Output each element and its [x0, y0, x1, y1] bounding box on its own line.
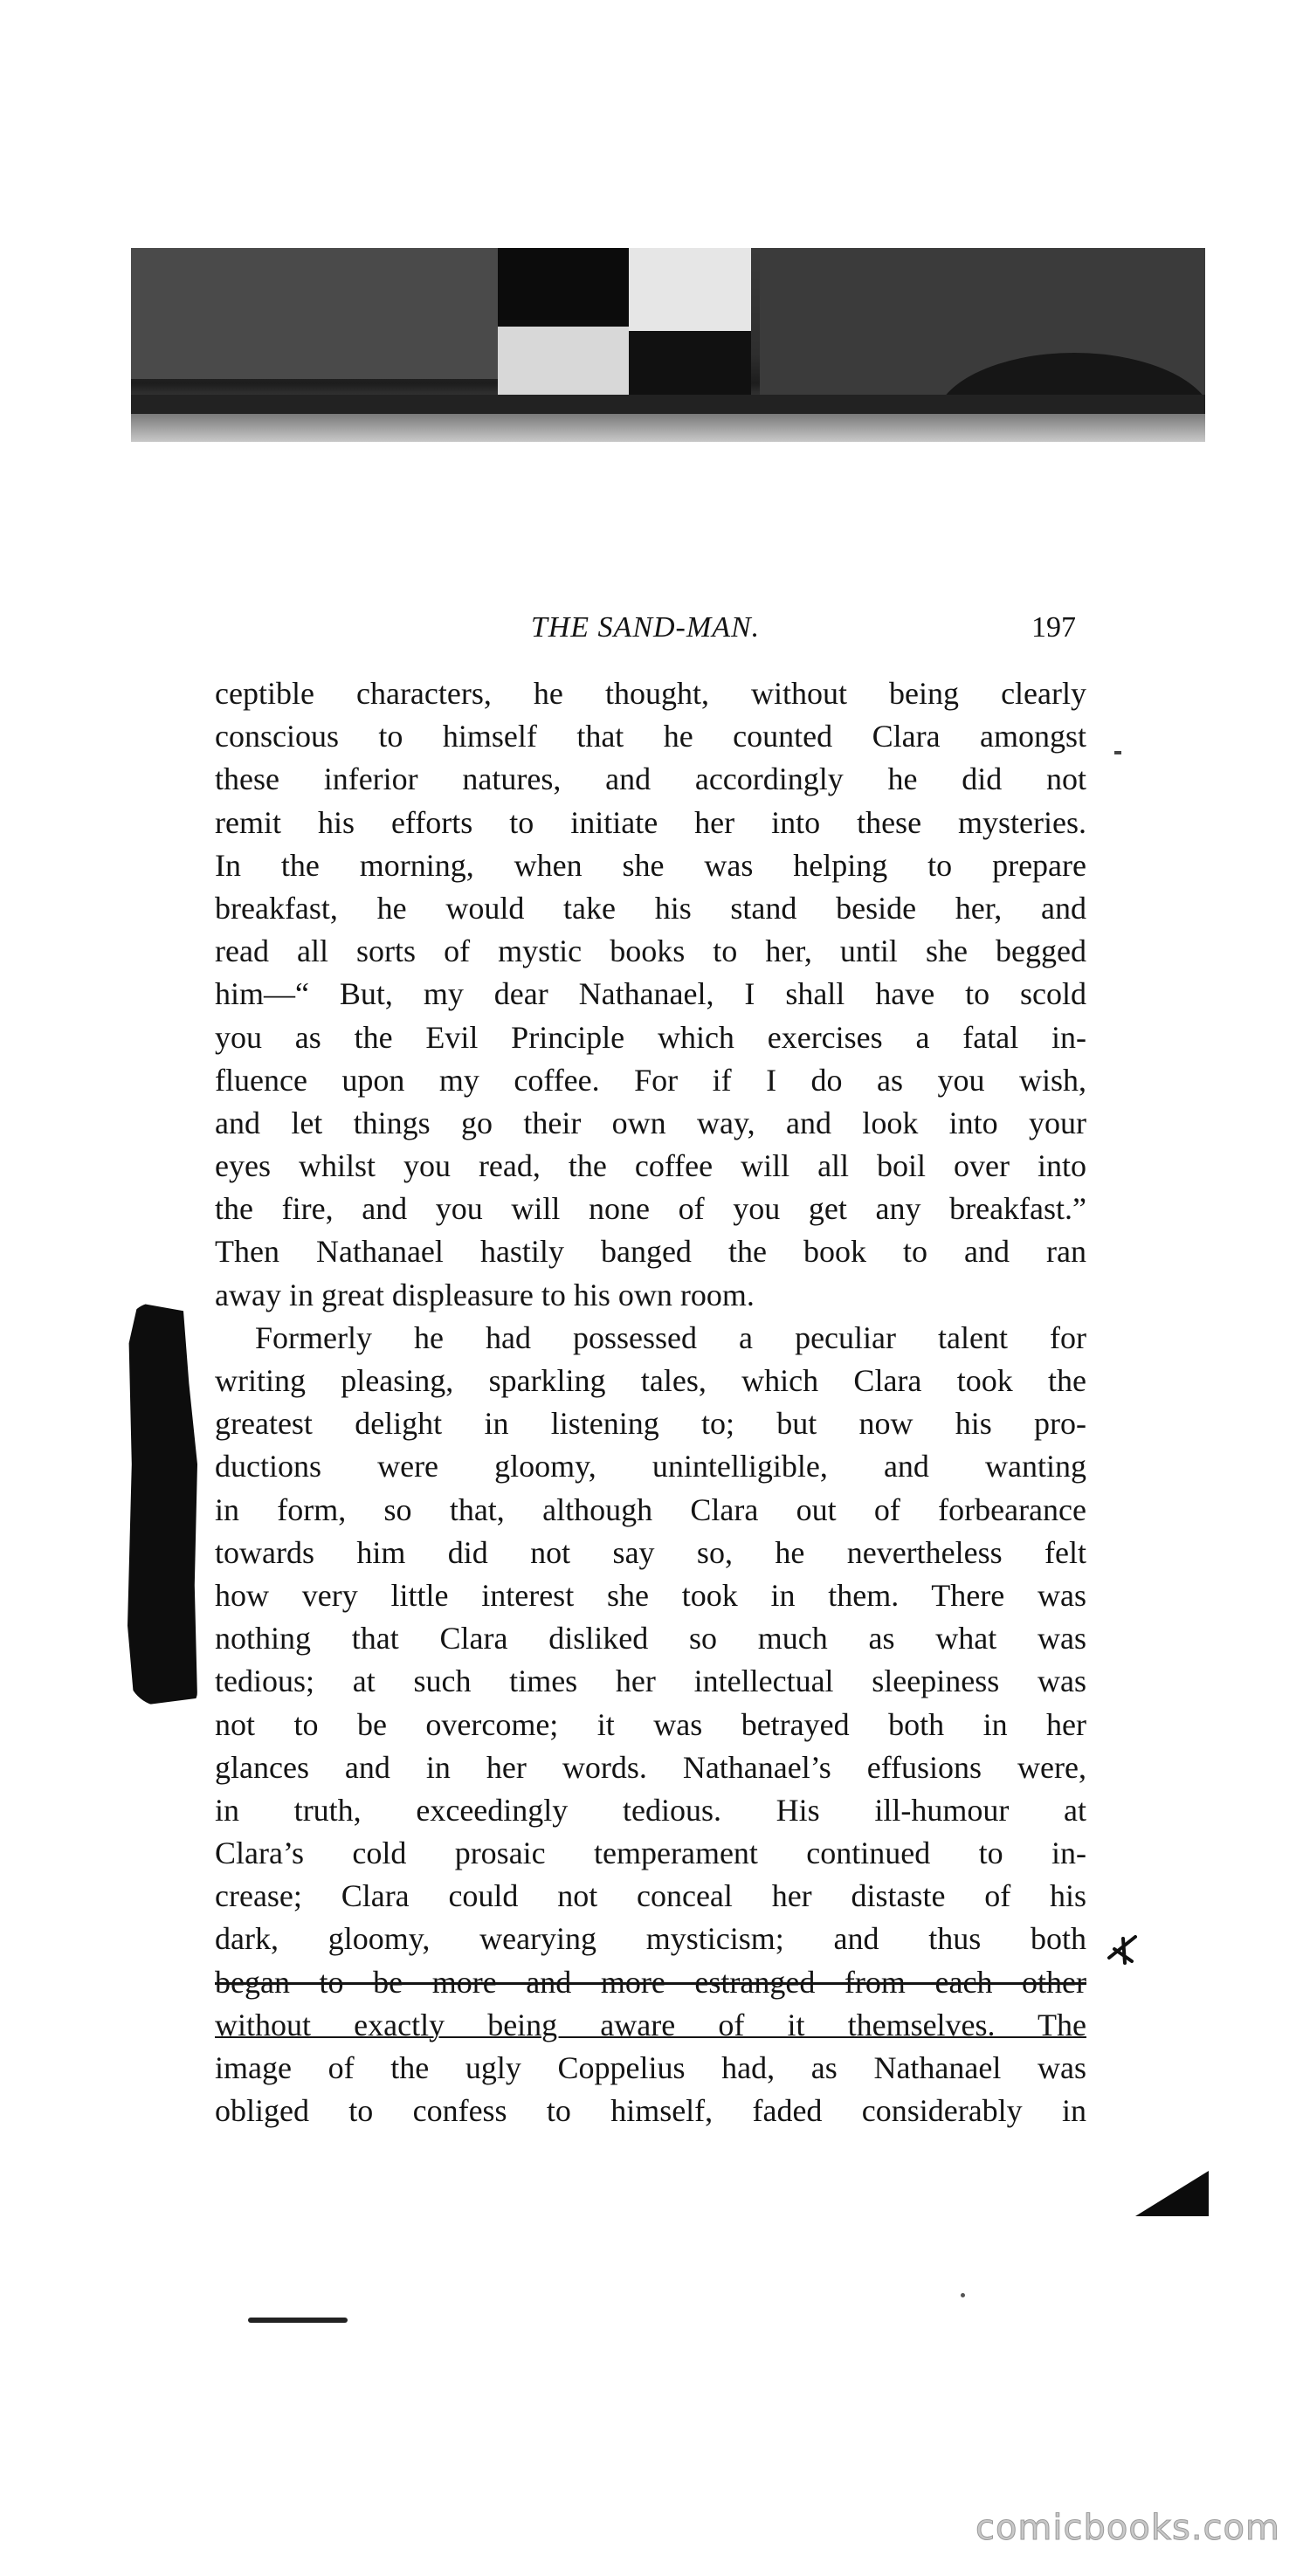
text-line: in form, so that, although Clara out of forbearance	[215, 1491, 1086, 1527]
paragraph-end-line: away in great displeasure to his own room.	[215, 1277, 755, 1312]
running-head	[215, 611, 1076, 655]
stray-mark	[961, 2293, 965, 2297]
text-line: Then Nathanael hastily banged the book to and ran	[215, 1234, 1086, 1270]
running-title: THE SAND-MAN.	[530, 611, 761, 644]
text-line: fluence upon my coffee. For if I do as you wish,	[215, 1062, 1086, 1098]
text-line: obliged to confess to himself, faded considerably in	[215, 2093, 1086, 2129]
text-line: ductions were gloomy, unintelligible, and wanting	[215, 1449, 1086, 1484]
text-line: greatest delight in listening to; but now his pro-	[215, 1406, 1086, 1442]
text-line: eyes whilst you read, the coffee will all boil over into	[215, 1148, 1086, 1184]
text-line: him—“ But, my dear Nathanael, I shall have to scold	[215, 976, 1086, 1012]
text-line: in truth, exceedingly tedious. His ill-humour at	[215, 1792, 1086, 1828]
text-line: towards him did not say so, he nevertheless felt	[215, 1534, 1086, 1570]
text-line: crease; Clara could not conceal her distaste of his	[215, 1878, 1086, 1914]
stray-mark	[1114, 751, 1121, 754]
text-line: breakfast, he would take his stand beside her, and	[215, 890, 1086, 926]
text-line: you as the Evil Principle which exercises a fatal in-	[215, 1019, 1086, 1055]
text-line: and let things go their own way, and look into your	[215, 1105, 1086, 1140]
underlined-line: without exactly being aware of it themselves. The	[215, 2007, 1086, 2042]
text-line: these inferior natures, and accordingly he did not	[215, 761, 1086, 797]
bottom-ink-fleck	[248, 2318, 348, 2323]
text-line: not to be overcome; it was betrayed both in her	[215, 1706, 1086, 1742]
text-line: remit his efforts to initiate her into these mysteries.	[215, 804, 1086, 840]
text-line: tedious; at such times her intellectual sleepiness was	[215, 1663, 1086, 1699]
text-line: image of the ugly Coppelius had, as Nathanael was	[215, 2050, 1086, 2085]
page-number: 197	[1031, 611, 1076, 644]
text-line: how very little interest she took in them. There was	[215, 1577, 1086, 1613]
paragraph-start-line: Formerly he had possessed a peculiar talent for	[255, 1319, 1086, 1355]
text-line: glances and in her words. Nathanael’s effusions were,	[215, 1749, 1086, 1785]
margin-annotation-mark	[1106, 1932, 1141, 1966]
body-text	[215, 672, 1086, 2132]
watermark: comicbooks.com	[975, 2508, 1280, 2548]
corner-ink-fleck	[1135, 2171, 1209, 2216]
text-line: In the morning, when she was helping to prepare	[215, 847, 1086, 883]
text-line: ceptible characters, he thought, without being clearly	[215, 676, 1086, 711]
text-line: read all sorts of mystic books to her, until she begged	[215, 933, 1086, 969]
struck-through-line: began to be more and more estranged from each other	[215, 1964, 1086, 2000]
text-line: conscious to himself that he counted Clara amongst	[215, 719, 1086, 754]
text-line: the fire, and you will none of you get any breakfast.”	[215, 1191, 1086, 1227]
margin-ink-smudge	[128, 1303, 197, 1706]
text-line: nothing that Clara disliked so much as what was	[215, 1621, 1086, 1656]
header-photograph	[131, 248, 1205, 442]
text-line: Clara’s cold prosaic temperament continued to in-	[215, 1836, 1086, 1871]
text-line: dark, gloomy, wearying mysticism; and thus both	[215, 1921, 1086, 1957]
text-line: writing pleasing, sparkling tales, which Clara took the	[215, 1363, 1086, 1398]
